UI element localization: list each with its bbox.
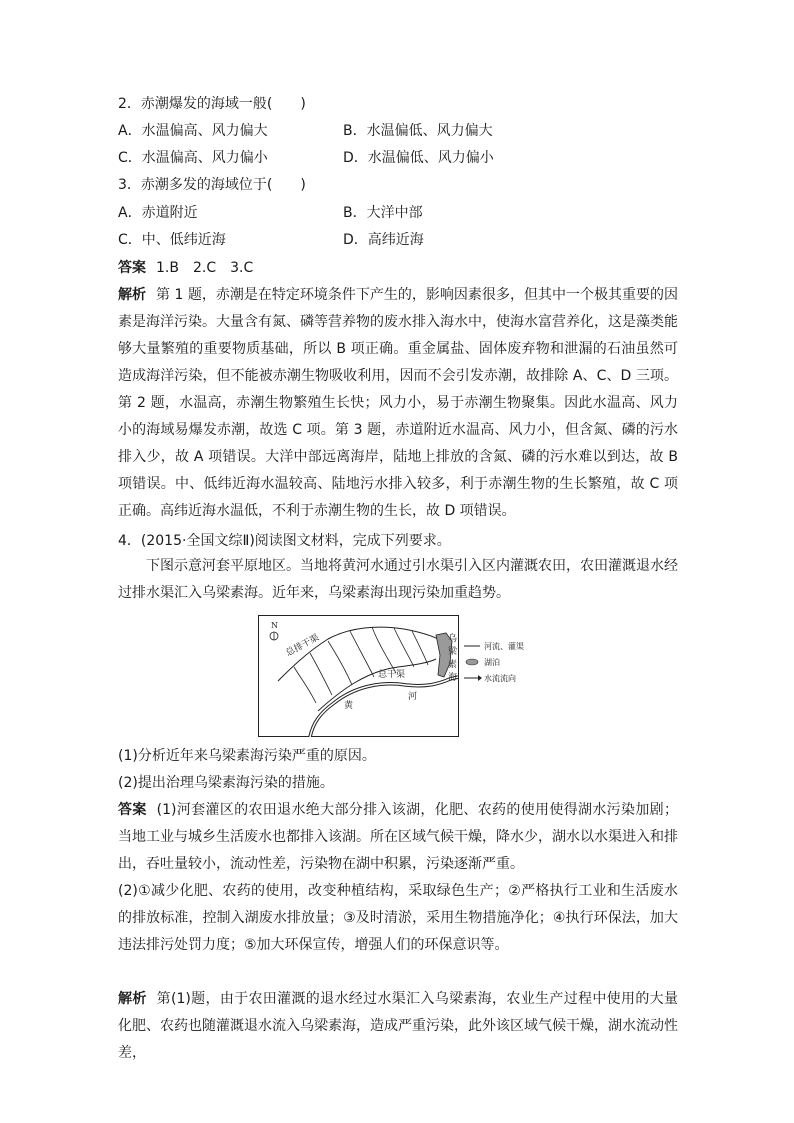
q2-option-d: D．水温偏低、风力偏小 [343, 150, 494, 166]
lake-label-2: 梁 [448, 647, 458, 657]
answer-label: 答案 [118, 802, 147, 818]
lake-label-1: 乌 [448, 634, 458, 644]
question-4-stem: 4．(2015·全国文综Ⅱ)阅读图文材料，完成下列要求。 [118, 533, 451, 549]
answer-label: 答案 [118, 260, 146, 276]
main-trunk-canal-label: 总干渠 [378, 670, 406, 680]
q3-option-c: C．中、低纬近海 [118, 232, 226, 248]
analysis-block-2 [118, 986, 678, 1067]
answer-text: 1.B 2.C 3.C [156, 260, 254, 276]
q3-option-d: D．高纬近海 [343, 232, 424, 248]
answer-block-1 [118, 258, 253, 278]
river-label-2: 河 [408, 692, 418, 702]
legend-lake-symbol [466, 659, 478, 665]
q2-option-c: C．水温偏高、风力偏小 [118, 150, 268, 166]
answer-part-2: (2)①减少化肥、农药的使用，改变种植结构，采取绿色生产；②严格执行工业和生活废水的排放标准，控制入湖废水排放量；③及时清淤，采用生物措施净化；④执行环保法，加大违法排污处罚力度；⑤加大环保宣传，增强人们的环保意识等。 [118, 883, 678, 953]
analysis-label: 解析 [118, 991, 147, 1007]
legend-flow-label: 水流流向 [484, 674, 516, 683]
analysis-block-1 [118, 282, 678, 525]
question-2-stem: 2．赤潮爆发的海域一般( ) [118, 96, 306, 112]
legend-river-label: 河流、灌渠 [484, 642, 524, 651]
question-4-sub-2: (2)提出治理乌梁素海污染的措施。 [118, 775, 334, 791]
analysis-text: 第(1)题，由于农田灌溉的退水经过水渠汇入乌梁素海，农业生产过程中使用的大量化肥、农药也随灌溉退水流入乌梁素海，造成严重污染，此外该区域气候干燥，湖水流动性差， [118, 991, 678, 1061]
answer-part-1: (1)河套灌区的农田退水绝大部分排入该湖，化肥、农药的使用使得湖水污染加剧；当地工业与城乡生活废水也都排入该湖。所在区域气候干燥，降水少，湖水以水渠进入和排出，吞吐量较小，流动性差，污染物在湖中积累，污染逐渐严重。 [118, 802, 678, 872]
q2-option-a: A．水温偏高、风力偏大 [118, 123, 268, 139]
river-label-1: 黄 [344, 701, 354, 711]
lake-label-4: 海 [448, 673, 458, 683]
total-drainage-canal-label: 总排干渠 [284, 632, 321, 659]
analysis-text: 第 1 题，赤潮是在特定环境条件下产生的，影响因素很多，但其中一个极其重要的因素是海洋污染。大量含有氮、磷等营养物的废水排入海水中，使海水富营养化，这是藻类能够大量繁殖的重要物质基础，所以 B 项正确。重金属盐、固体废弃物和泄漏的石油虽然可造成海洋污染，但不能被赤潮生物吸收利用，因而不会引发赤潮，故排除 A、C、D 三项。第 2 题，水温高，赤潮生物繁殖生长快；风力小，易于赤潮生物聚集。因此水温高、风力小的海域易爆发赤潮，故选 C 项。第 3 题，赤道附近水温高、风力小，但含氮、磷的污水排入少，故 A 项错误。大洋中部远离海岸，陆地上排放的含氮、磷的污水难以到达，故 B 项错误。中、低纬近海水温较高、陆地污水排入较多，利于赤潮生物的生长繁殖，故 C 项正确。高纬近海水温低，不利于赤潮生物的生长，故 D 项错误。 [118, 287, 678, 519]
answer-block-2 [118, 797, 678, 878]
question-4-material: 下图示意河套平原地区。当地将黄河水通过引水渠引入区内灌溉农田，农田灌溉退水经过排水渠汇入乌梁素海。近年来，乌梁素海出现污染加重趋势。 [118, 558, 678, 601]
q2-option-b: B．水温偏低、风力偏大 [343, 123, 493, 139]
q3-option-b: B．大洋中部 [343, 205, 423, 221]
q3-option-a: A．赤道附近 [118, 205, 198, 221]
legend-lake-label: 湖泊 [484, 658, 500, 667]
question-3-stem: 3．赤潮多发的海域位于( ) [118, 177, 306, 193]
lake-label-3: 素 [448, 660, 458, 670]
analysis-label: 解析 [118, 287, 147, 303]
map-frame [259, 616, 459, 737]
question-4-sub-1: (1)分析近年来乌梁素海污染严重的原因。 [118, 748, 376, 764]
legend-flow-arrowhead-icon [478, 675, 482, 681]
north-label: N [271, 621, 278, 630]
hetao-plain-map [258, 615, 538, 737]
